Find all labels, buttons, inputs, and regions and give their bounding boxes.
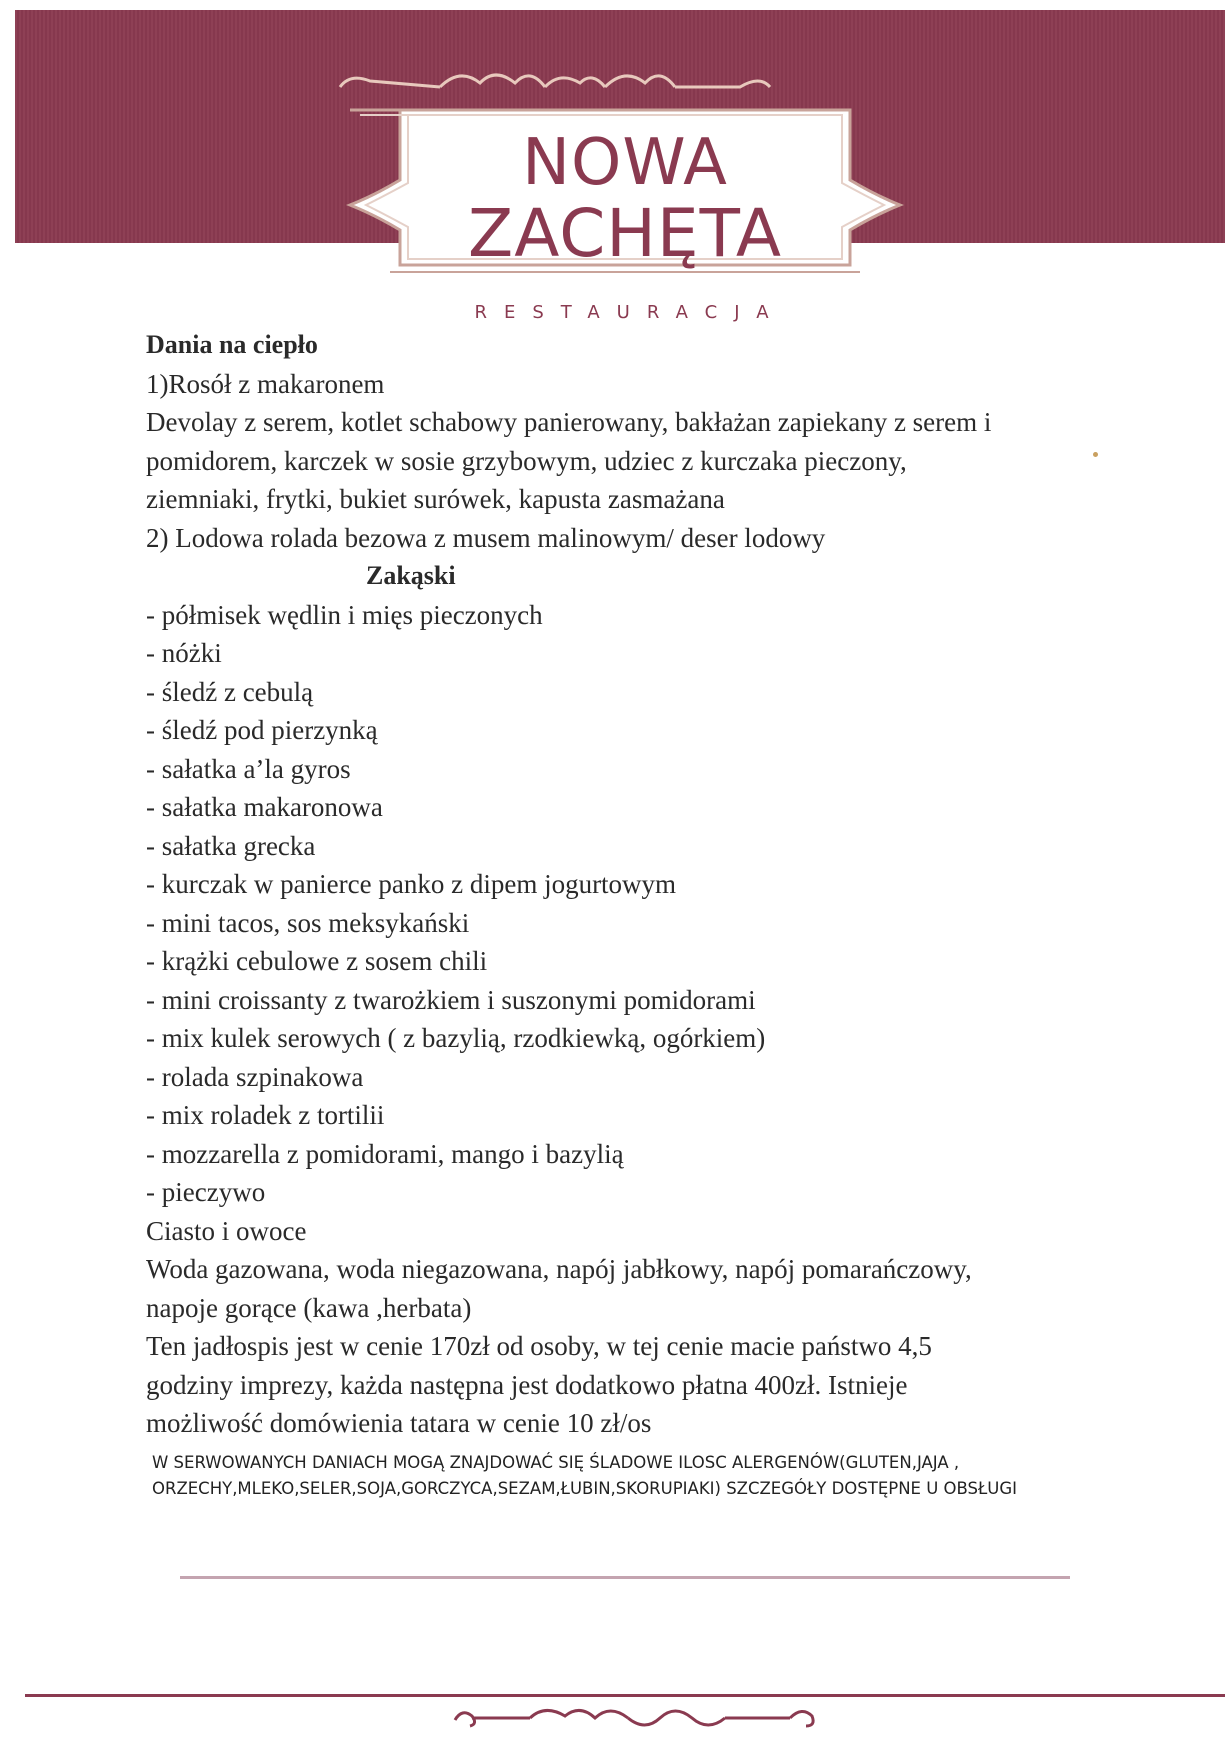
appetizer-item: - krążki cebulowe z sosem chili [146, 946, 488, 976]
appetizer-item: - sałatka a’la gyros [146, 753, 351, 784]
price-info-line: Ten jadłospis jest w cenie 170zł od osoby, w tej cenie macie państwo 4,5 [146, 1331, 932, 1361]
appetizer-item: - nóżki [146, 638, 222, 668]
appetizer-item: - mini tacos, sos meksykański [146, 907, 470, 938]
allergen-line: ORZECHY,MLEKO,SELER,SOJA,GORCZYCA,SEZAM,ŁUBIN,SKORUPIAKI) SZCZEGÓŁY DOSTĘPNE U OBSŁUGI [152, 1479, 1018, 1498]
appetizer-item: - mozzarella z pomidorami, mango i bazylią [146, 1138, 624, 1169]
divider-line [180, 1576, 1070, 1579]
mains-line: ziemniaki, frytki, bukiet surówek, kapusta zasmażana [146, 484, 725, 514]
appetizer-item: - pieczywo [146, 1177, 266, 1207]
footer-rule [25, 1694, 1225, 1697]
mains-line: pomidorem, karczek w sosie grzybowym, udziec z kurczaka pieczony, [146, 445, 907, 476]
cake-item: Ciasto i owoce [146, 1215, 307, 1246]
appetizer-item: - mini croissanty z twarożkiem i suszonymi pomidorami [146, 984, 756, 1015]
appetizer-item: - sałatka grecka [146, 830, 316, 861]
appetizer-item: - kurczak w panierce panko z dipem jogurtowym [146, 869, 677, 899]
allergen-notice [152, 1450, 1112, 1502]
appetizer-item: - mix roladek z tortilii [146, 1100, 385, 1130]
menu-content [146, 326, 1106, 1443]
appetizer-item: - śledź z cebulą [146, 676, 314, 707]
appetizer-item: - rolada szpinakowa [146, 1061, 364, 1092]
logo-subtitle: RESTAURACJA [474, 302, 786, 323]
logo-title [390, 128, 860, 270]
dessert-item: 2) Lodowa rolada bezowa z musem malinowym/ deser lodowy [146, 522, 826, 553]
logo-line-1: NOWA [522, 126, 728, 200]
allergen-line: W SERWOWANYCH DANIACH MOGĄ ZNAJDOWAĆ SIĘ ŚLADOWE ILOSC ALERGENÓW(GLUTEN,JAJA , [152, 1453, 960, 1472]
appetizer-item: - sałatka makaronowa [146, 792, 383, 822]
drinks-line: napoje gorące (kawa ,herbata) [146, 1292, 472, 1323]
price-info-line: godziny imprezy, każda następna jest dodatkowo płatna 400zł. Istnieje [146, 1369, 908, 1400]
mains-line: Devolay z serem, kotlet schabowy panierowany, bakłażan zapiekany z serem i [146, 407, 992, 437]
top-flourish-icon [340, 75, 770, 87]
soup-item: 1)Rosół z makaronem [146, 368, 385, 399]
drinks-line: Woda gazowana, woda niegazowana, napój jabłkowy, napój pomarańczowy, [146, 1254, 972, 1284]
appetizer-item: - śledź pod pierzynką [146, 715, 378, 745]
appetizers-title: Zakąski [366, 561, 456, 590]
price-info-line: możliwość domówienia tatara w cenie 10 zł/os [146, 1408, 652, 1438]
footer-flourish-icon [450, 1700, 820, 1736]
appetizer-item: - półmisek wędlin i mięs pieczonych [146, 599, 543, 630]
logo-line-2: ZACHĘTA [468, 195, 782, 272]
section-title: Dania na ciepło [146, 330, 318, 359]
appetizer-item: - mix kulek serowych ( z bazylią, rzodkiewką, ogórkiem) [146, 1023, 766, 1053]
